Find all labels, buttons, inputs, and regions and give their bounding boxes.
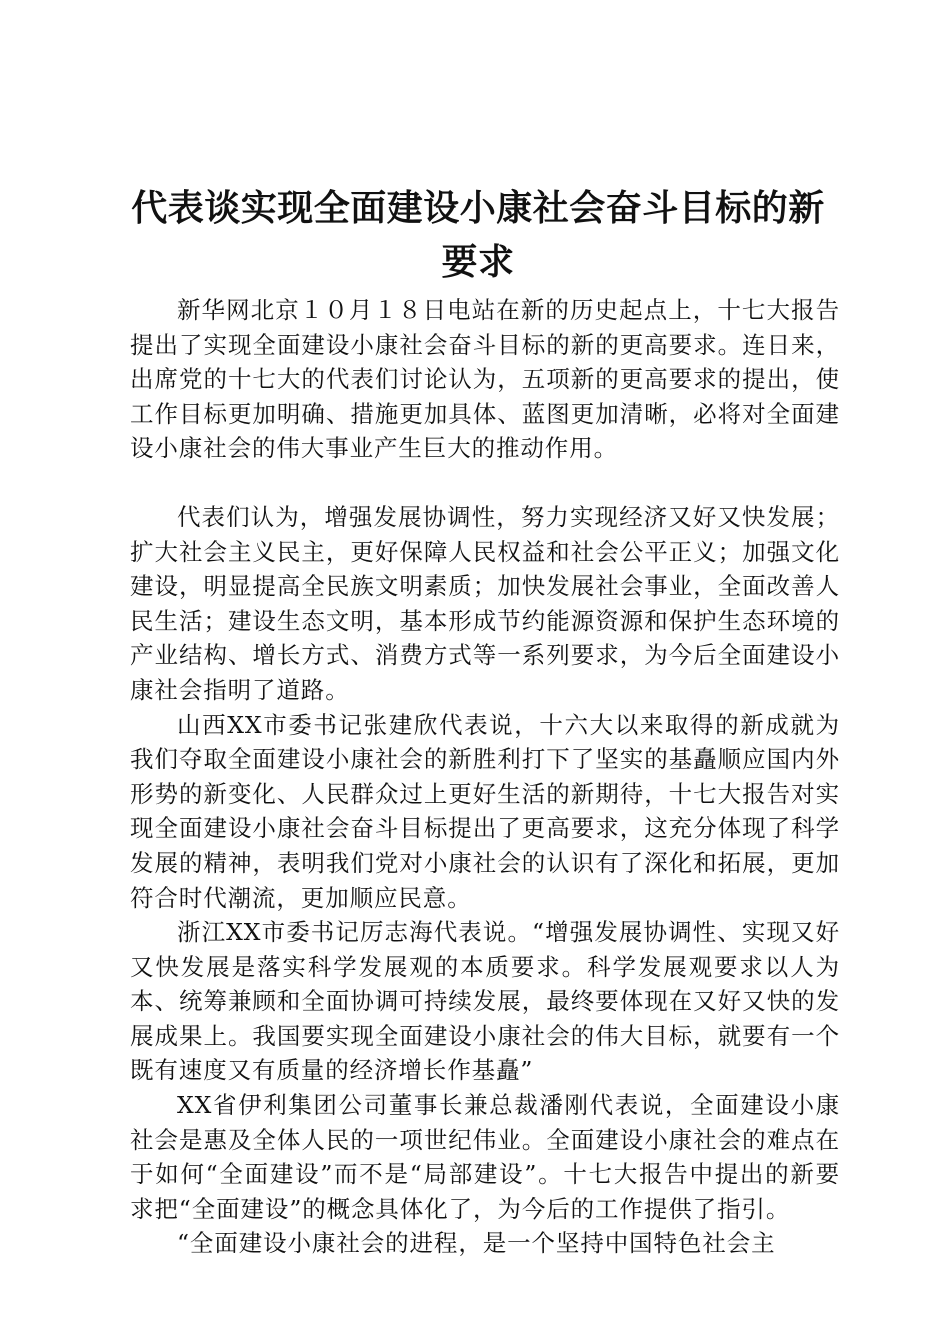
paragraph-spacer — [130, 466, 840, 500]
paragraph-shanxi: 山西XX市委书记张建欣代表说，十六大以来取得的新成就为我们夺取全面建设小康社会的新胜利打下了坚实的基矗顺应国内外形势的新变化、人民群众过上更好生活的新期待，十七大报告对实现全面建设小康社会奋斗目标提出了更高要求，这充分体现了科学发展的精神，表明我们党对小康社会的认识有了深化和拓展，更加符合时代潮流，更加顺应民意。 — [130, 710, 840, 912]
paragraph-zhejiang: 浙江XX市委书记厉志海代表说。“增强发展协调性、实现又好又快发展是落实科学发展观的本质要求。科学发展观要求以人为本、统筹兼顾和全面协调可持续发展，最终要体现在又好又快的发展成果上。我国要实现全面建设小康社会的伟大目标，就要有一个既有速度又有质量的经济增长作基矗” — [130, 918, 840, 1085]
paragraph-intro: 新华网北京１０月１８日电站在新的历史起点上，十七大报告提出了实现全面建设小康社会奋斗目标的新的更高要求。连日来，出席党的十七大的代表们讨论认为，五项新的更高要求的提出，使工作目标更加明确、措施更加具体、蓝图更加清晰，必将对全面建设小康社会的伟大事业产生巨大的推动作用。 — [130, 296, 840, 463]
paragraph-closing: “全面建设小康社会的进程，是一个坚持中国特色社会主 — [177, 1229, 776, 1258]
document-title: 代表谈实现全面建设小康社会奋斗目标的新要求 — [131, 188, 825, 283]
paragraph-representatives: 代表们认为，增强发展协调性，努力实现经济又好又快发展；扩大社会主义民主，更好保障人民权益和社会公平正义；加强文化建设，明显提高全民族文明素质；加快发展社会事业，全面改善人民生活；建设生态文明，基本形成节约能源资源和保护生态环境的产业结构、增长方式、消费方式等一系列要求，为今后全面建设小康社会指明了道路。 — [130, 502, 840, 704]
document-body — [130, 293, 840, 1261]
paragraph-yili: XX省伊利集团公司董事长兼总裁潘刚代表说，全面建设小康社会是惠及全体人民的一项世纪伟业。全面建设小康社会的难点在于如何“全面建设”而不是“局部建设”。十七大报告中提出的新要求把“全面建设”的概念具体化了，为今后的工作提供了指引。 — [130, 1091, 840, 1223]
